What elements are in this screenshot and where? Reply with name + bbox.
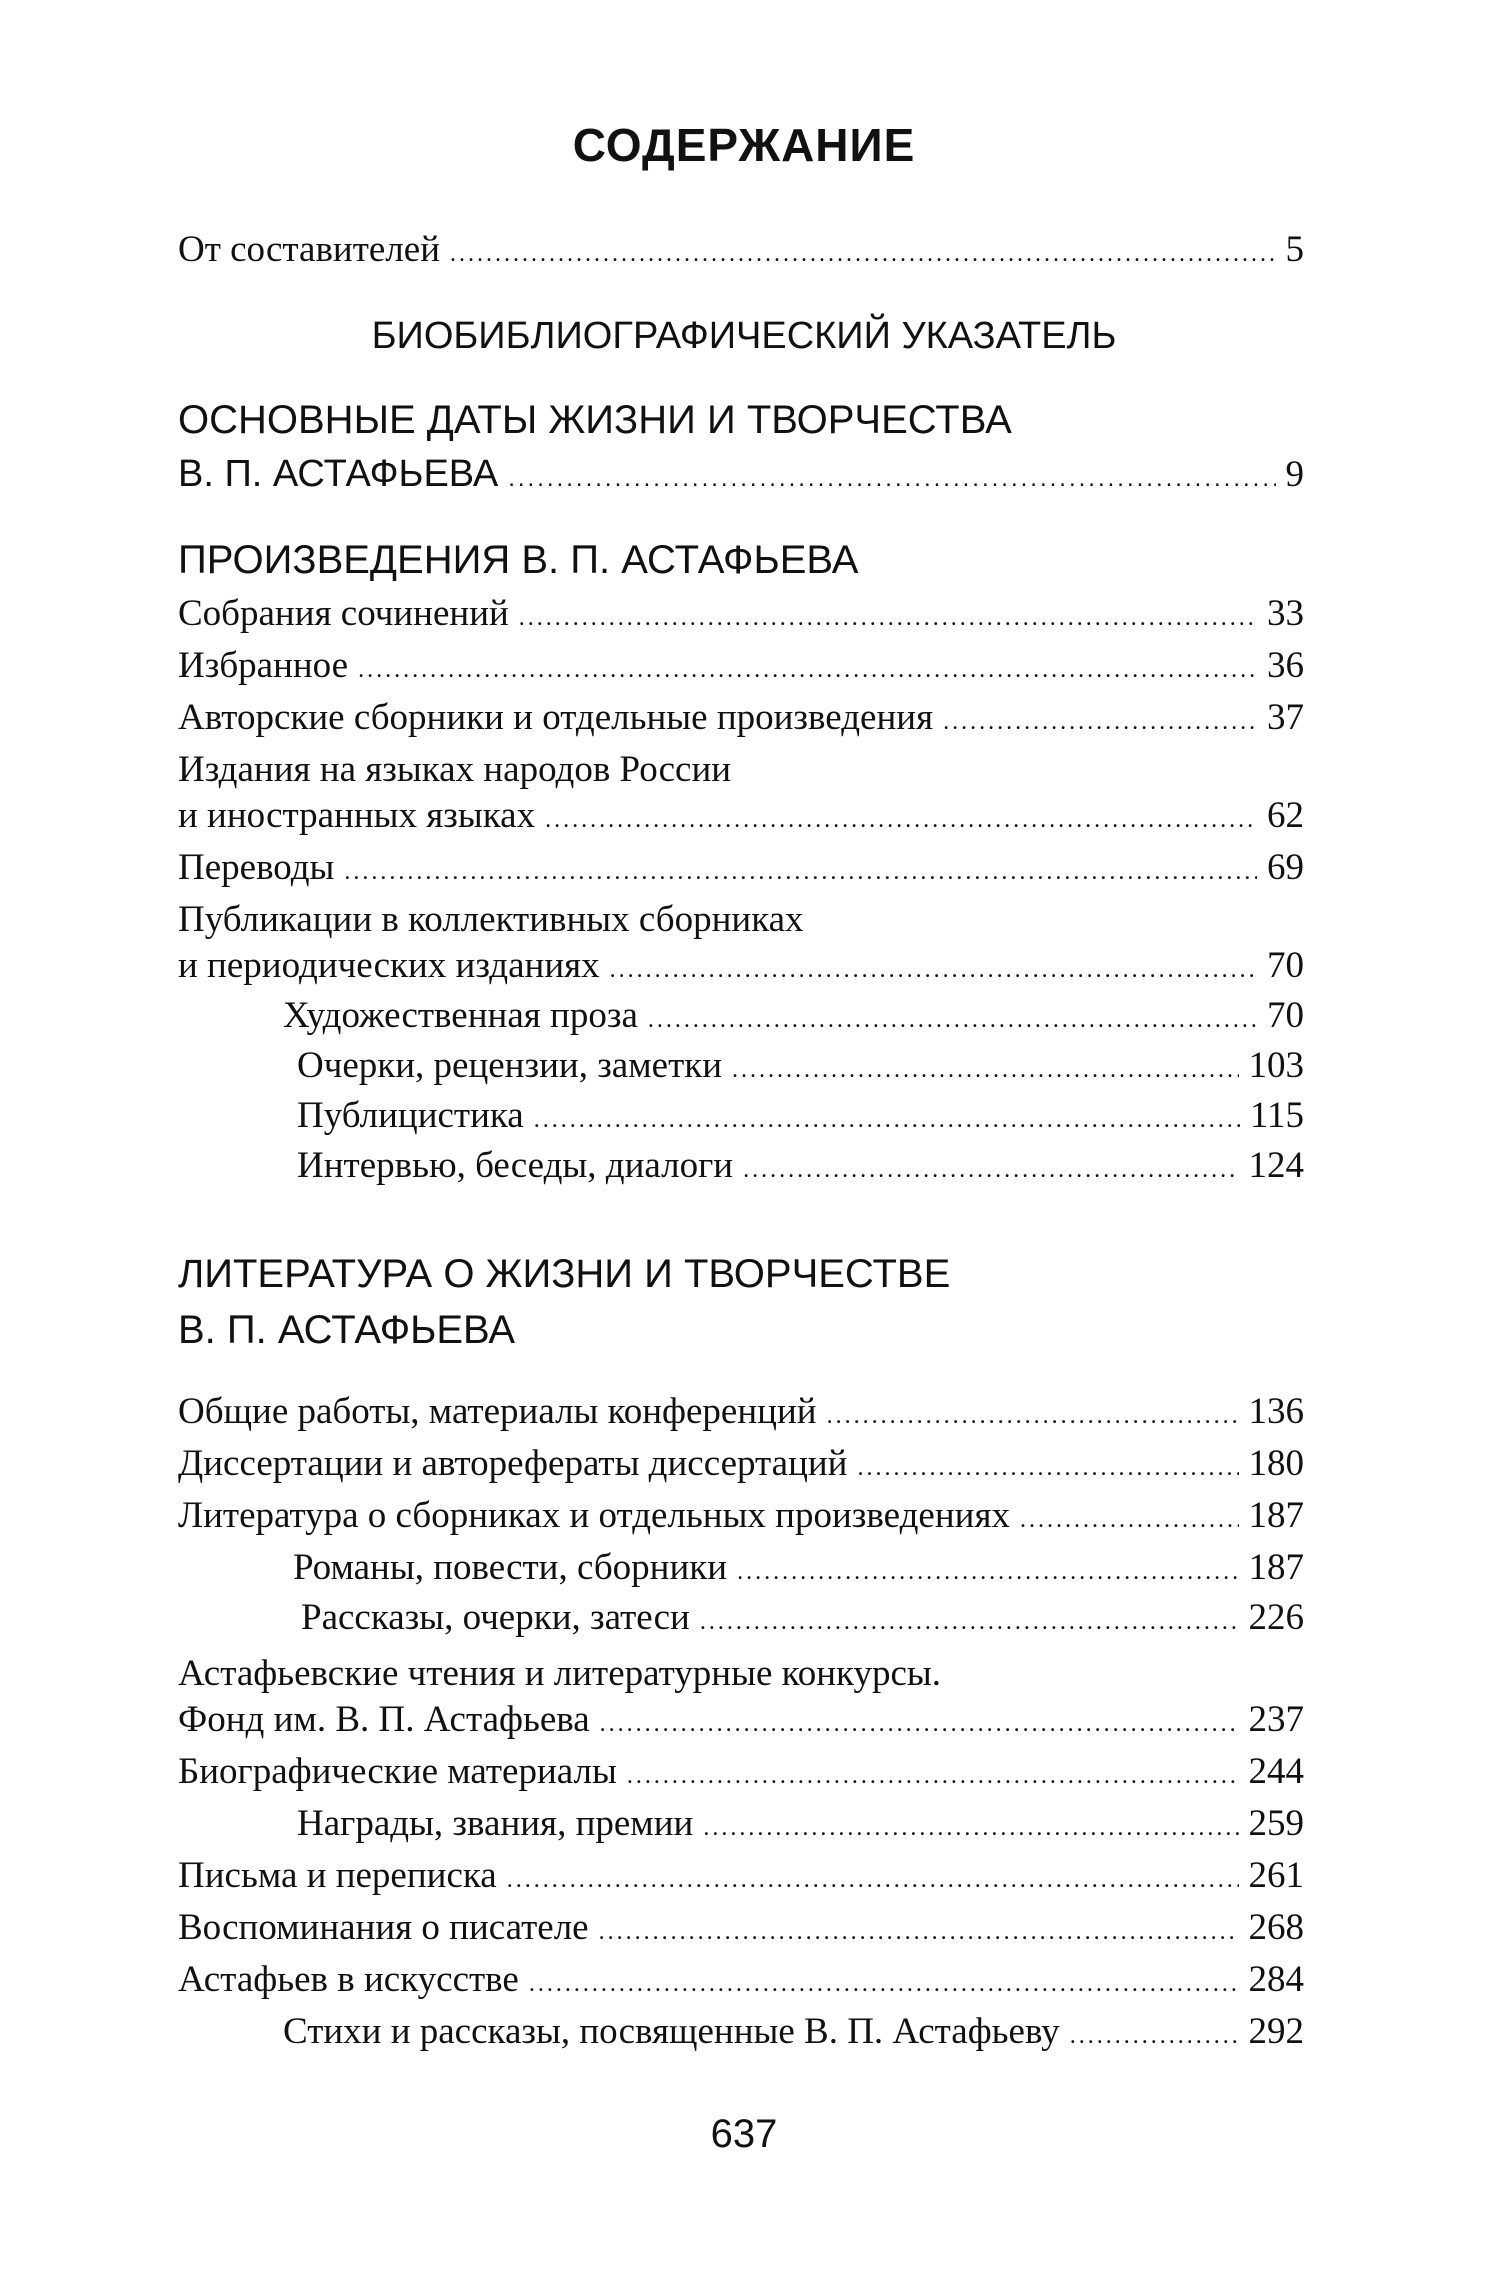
page-number: 637 — [710, 2112, 778, 2156]
toc-entry[interactable] — [178, 592, 1304, 640]
toc-entry-text: Литература о сборниках и отдельных произведениях — [178, 1495, 1010, 1536]
toc-entry[interactable] — [178, 696, 1304, 744]
toc-entry[interactable] — [178, 1494, 1304, 1542]
toc-entry-text: Собрания сочинений — [178, 593, 509, 634]
toc-page-number: 36 — [1267, 645, 1304, 686]
leader-dots — [732, 1048, 1238, 1092]
toc-entry[interactable] — [178, 644, 1304, 692]
leader-dots — [508, 457, 1275, 501]
toc-page-number: 124 — [1248, 1145, 1304, 1186]
leader-dots — [610, 948, 1257, 992]
toc-page-number: 187 — [1248, 1495, 1304, 1536]
toc-subentry[interactable] — [297, 1802, 1304, 1850]
toc-entry-text: Авторские сборники и отдельные произведения — [178, 697, 934, 738]
toc-entry-text: Награды, звания, премии — [297, 1803, 694, 1844]
toc-entry-text: Избранное — [178, 645, 349, 686]
leader-dots — [507, 1858, 1239, 1902]
toc-page-number: 268 — [1248, 1907, 1304, 1948]
section-heading-works: ПРОИЗВЕДЕНИЯ В. П. АСТАФЬЕВА — [178, 538, 859, 582]
toc-entry-text: Общие работы, материалы конференций — [178, 1391, 817, 1432]
toc-entry-text: Стихи и рассказы, посвященные В. П. Астафьеву — [283, 2011, 1060, 2052]
page-title: СОДЕРЖАНИЕ — [572, 119, 916, 171]
toc-entry-text-line1: Астафьевские чтения и литературные конкурсы. — [178, 1653, 941, 1694]
toc-page-number: 5 — [1285, 229, 1304, 270]
toc-page-number: 180 — [1248, 1443, 1304, 1484]
leader-dots — [529, 1962, 1239, 2006]
toc-entry[interactable] — [178, 1958, 1304, 2006]
toc-entry-text: Письма и переписка — [178, 1855, 497, 1896]
leader-dots — [827, 1394, 1239, 1438]
toc-entry-text: Диссертации и авторефераты диссертаций — [178, 1443, 848, 1484]
leader-dots — [700, 1600, 1239, 1644]
toc-entry-text: От составителей — [178, 229, 440, 270]
toc-entry-intro[interactable] — [178, 228, 1304, 276]
leader-dots — [648, 998, 1257, 1042]
toc-page-number: 62 — [1267, 795, 1304, 836]
toc-entry-text-line1: Издания на языках народов России — [178, 749, 732, 790]
toc-subentry[interactable] — [297, 1144, 1304, 1192]
leader-dots — [599, 1910, 1239, 1954]
toc-entry-text: и периодических изданиях — [178, 945, 600, 986]
toc-page-number: 259 — [1248, 1803, 1304, 1844]
leader-dots — [519, 596, 1257, 640]
leader-dots — [600, 1702, 1239, 1746]
toc-entry-text: Рассказы, очерки, затеси — [301, 1597, 690, 1638]
leader-dots — [627, 1754, 1239, 1798]
leader-dots — [450, 232, 1276, 276]
section-heading-literature: ЛИТЕРАТУРА О ЖИЗНИ И ТВОРЧЕСТВЕ — [178, 1252, 951, 1296]
toc-entry[interactable] — [178, 1906, 1304, 1954]
toc-entry-text: Публицистика — [297, 1095, 524, 1136]
leader-dots — [737, 1550, 1238, 1594]
toc-subentry[interactable] — [283, 994, 1304, 1042]
leader-dots — [743, 1148, 1238, 1192]
toc-entry-text: Фонд им. В. П. Астафьева — [178, 1699, 590, 1740]
toc-entry-text: Биографические материалы — [178, 1751, 617, 1792]
toc-entry-text: Астафьев в искусстве — [178, 1959, 519, 2000]
toc-entry-text: и иностранных языках — [178, 795, 536, 836]
leader-dots — [534, 1098, 1240, 1142]
leader-dots — [943, 700, 1257, 744]
leader-dots — [1020, 1498, 1239, 1542]
toc-entry-text-line1: Публикации в коллективных сборниках — [178, 899, 804, 940]
toc-subentry[interactable] — [297, 1044, 1304, 1092]
section-heading-literature-line2: В. П. АСТАФЬЕВА — [178, 1308, 516, 1352]
toc-entry[interactable] — [178, 1854, 1304, 1902]
toc-page-number: 9 — [1285, 454, 1304, 495]
toc-entry-text: Переводы — [178, 847, 335, 888]
leader-dots — [358, 648, 1257, 692]
toc-page-number: 115 — [1249, 1095, 1304, 1136]
toc-page-number: 261 — [1248, 1855, 1304, 1896]
toc-entry-text: Интервью, беседы, диалоги — [297, 1145, 734, 1186]
toc-entry[interactable] — [178, 846, 1304, 894]
toc-subentry[interactable] — [301, 1596, 1304, 1644]
toc-entry[interactable] — [178, 944, 1304, 992]
toc-entry-text: В. П. АСТАФЬЕВА — [178, 453, 499, 495]
toc-page-number: 33 — [1267, 593, 1304, 634]
toc-subentry[interactable] — [293, 1546, 1304, 1594]
toc-page-number: 103 — [1248, 1045, 1304, 1086]
toc-subentry[interactable] — [297, 1094, 1304, 1142]
toc-entry-text: Романы, повести, сборники — [293, 1547, 728, 1588]
toc-page-number: 136 — [1248, 1391, 1304, 1432]
toc-page-number: 187 — [1248, 1547, 1304, 1588]
toc-page-number: 69 — [1267, 847, 1304, 888]
leader-dots — [1070, 2014, 1239, 2058]
toc-entry[interactable] — [178, 794, 1304, 842]
toc-entry[interactable] — [178, 1390, 1304, 1438]
toc-entry[interactable] — [178, 1750, 1304, 1798]
toc-entry-text: Воспоминания о писателе — [178, 1907, 589, 1948]
toc-page-number: 70 — [1267, 945, 1304, 986]
toc-page-number: 284 — [1248, 1959, 1304, 2000]
leader-dots — [344, 850, 1257, 894]
toc-entry-text: Художественная проза — [283, 995, 638, 1036]
leader-dots — [858, 1446, 1239, 1490]
leader-dots — [703, 1806, 1238, 1850]
toc-page-number: 244 — [1248, 1751, 1304, 1792]
toc-entry[interactable] — [178, 1698, 1304, 1746]
toc-entry[interactable] — [178, 1442, 1304, 1490]
toc-entry-dates[interactable] — [178, 452, 1304, 501]
toc-entry-text: Очерки, рецензии, заметки — [297, 1045, 723, 1086]
toc-page-number: 237 — [1248, 1699, 1304, 1740]
index-heading: БИОБИБЛИОГРАФИЧЕСКИЙ УКАЗАТЕЛЬ — [371, 315, 1117, 357]
toc-page-number: 37 — [1267, 697, 1304, 738]
toc-page-number: 226 — [1248, 1597, 1304, 1638]
toc-page-number: 70 — [1267, 995, 1304, 1036]
toc-page-number: 292 — [1248, 2011, 1304, 2052]
toc-subentry[interactable] — [283, 2010, 1304, 2058]
section-heading-dates: ОСНОВНЫЕ ДАТЫ ЖИЗНИ И ТВОРЧЕСТВА — [178, 398, 1012, 442]
leader-dots — [545, 798, 1257, 842]
